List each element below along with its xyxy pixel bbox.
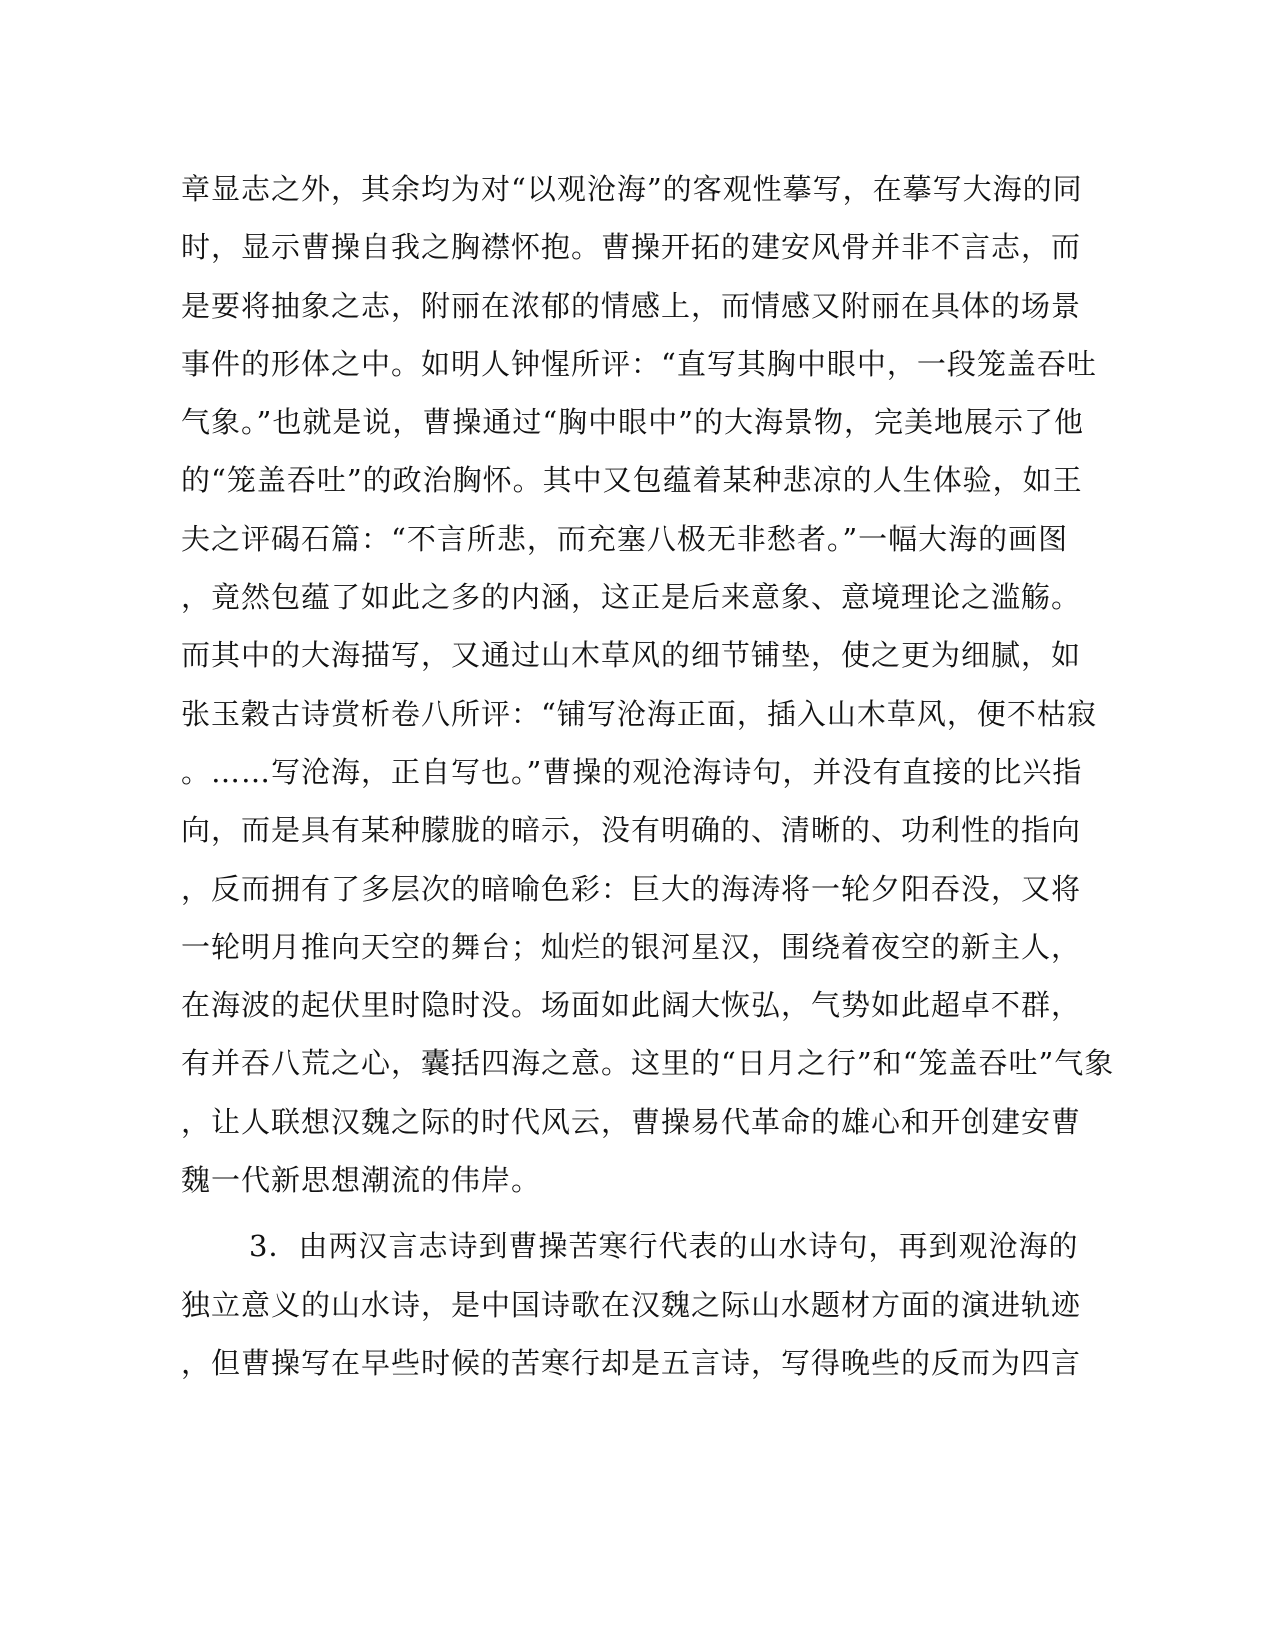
text-line: 3．由两汉言志诗到曹操苦寒行代表的山水诗句，再到观沧海的 <box>249 1229 1079 1264</box>
text-line: ，反而拥有了多层次的暗喻色彩：巨大的海涛将一轮夕阳吞没，又将 <box>181 871 1082 906</box>
text-line: 时，显示曹操自我之胸襟怀抱。曹操开拓的建安风骨并非不言志，而 <box>181 230 1082 265</box>
text-line: 气象。”也就是说，曹操通过“胸中眼中”的大海景物，完美地展示了他 <box>181 405 1084 440</box>
paragraph-gap <box>181 1209 1061 1217</box>
text-line: 事件的形体之中。如明人钟惺所评：“直写其胸中眼中，一段笼盖吞吐 <box>181 346 1097 381</box>
text-line: ，让人联想汉魏之际的时代风云，曹操易代革命的雄心和开创建安曹 <box>181 1104 1082 1139</box>
text-line: 独立意义的山水诗，是中国诗歌在汉魏之际山水题材方面的演进轨迹 <box>181 1287 1082 1322</box>
paragraph-2 <box>181 1217 1082 1392</box>
text-line: 夫之评碣石篇：“不言所悲，而充塞八极无非愁者。”一幅大海的画图 <box>181 521 1069 556</box>
text-line: 张玉穀古诗赏析卷八所评：“铺写沧海正面，插入山木草风，便不枯寂 <box>181 696 1097 731</box>
text-line: 而其中的大海描写，又通过山木草风的细节铺垫，使之更为细腻，如 <box>181 638 1082 673</box>
text-line: 在海波的起伏里时隐时没。场面如此阔大恢弘，气势如此超卓不群， <box>181 988 1082 1023</box>
text-line: 是要将抽象之志，附丽在浓郁的情感上，而情感又附丽在具体的场景 <box>181 288 1082 323</box>
text-line: ，竟然包蕴了如此之多的内涵，这正是后来意象、意境理论之滥觞。 <box>181 580 1082 615</box>
text-line: 有并吞八荒之心，囊括四海之意。这里的“日月之行”和“笼盖吞吐”气象 <box>181 1046 1115 1081</box>
text-line: 章显志之外，其余均为对“以观沧海”的客观性摹写，在摹写大海的同 <box>181 172 1083 206</box>
text-line: 魏一代新思想潮流的伟岸。 <box>181 1163 542 1198</box>
text-line: ，但曹操写在早些时候的苦寒行却是五言诗，写得晚些的反而为四言 <box>181 1345 1082 1380</box>
text-line: 的“笼盖吞吐”的政治胸怀。其中又包蕴着某种悲凉的人生体验，如王 <box>181 463 1083 498</box>
text-line: 一轮明月推向天空的舞台；灿烂的银河星汉，围绕着夜空的新主人， <box>181 929 1082 964</box>
body-text <box>181 160 1115 1392</box>
text-line: 向，而是具有某种朦胧的暗示，没有明确的、清晰的、功利性的指向 <box>181 813 1082 848</box>
paragraph-1 <box>181 160 1115 1209</box>
text-line: 。……写沧海，正自写也。”曹操的观沧海诗句，并没有直接的比兴指 <box>181 754 1083 789</box>
